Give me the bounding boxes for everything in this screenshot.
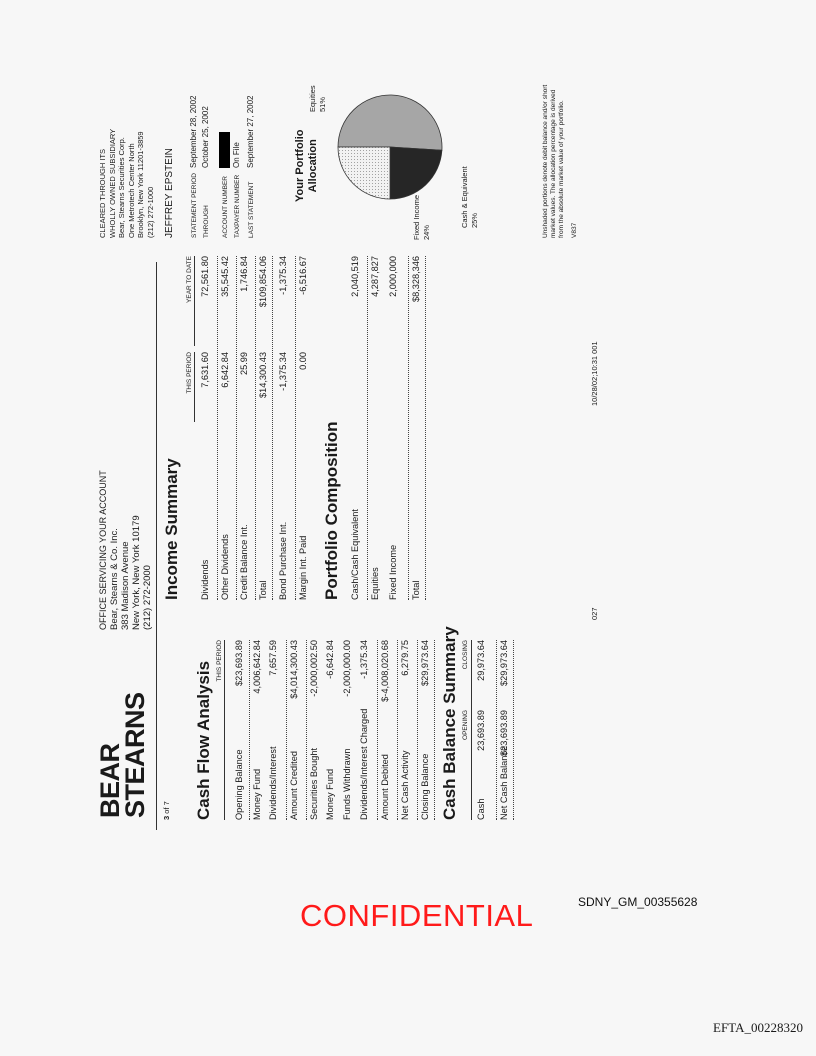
table-row: Dividends 7,631.60 72,561.80 <box>200 256 210 600</box>
pie-slice-fixed-income <box>390 147 442 199</box>
cash-flow-col-header: THIS PERIOD <box>216 640 225 820</box>
table-row: Margin Int. Paid 0.00 -6,516.67 <box>295 256 312 600</box>
table-row: Fixed Income 2,000,000 <box>388 256 398 600</box>
page-indicator: 3 of 7 <box>162 801 171 820</box>
statement-page <box>90 70 790 830</box>
statement-info: STATEMENT PERIODSeptember 28, 2002 THROUGHOctober 25, 2002 ACCOUNT NUMBER TAXPAYER NUMBEROn File LAST STATEMENTSeptember 27, 2002 <box>189 95 255 238</box>
income-section <box>162 256 308 600</box>
table-row: Securities Bought -2,000,002.50 <box>306 640 323 820</box>
header-rule <box>156 262 157 830</box>
footer-timestamp: 10/28/02;10:31 001 <box>590 341 599 406</box>
col-closing: CLOSING <box>462 640 469 670</box>
account-holder: JEFFREY EPSTEIN <box>164 148 175 238</box>
table-row: Net Cash Balance $23,693.89 $29,973.64 <box>496 640 514 820</box>
cash-flow-title: Cash Flow Analysis <box>194 660 213 820</box>
allocation-note: Unshaded portions denote debit balance and/or short market values. The allocation percentage is derived from the absolute market value of your portfolio. V837 <box>542 84 578 238</box>
table-row: Bond Purchase Int. -1,375.34 -1,375.34 <box>278 256 288 600</box>
table-row: Dividends/Interest Charged -1,375.34 <box>359 640 369 820</box>
table-row: Amount Debited $-4,008,020.68 <box>377 640 394 820</box>
table-row: Net Cash Activity 6,279.75 <box>397 640 414 820</box>
table-row: Total $14,300.43 $109,854.06 <box>255 256 273 600</box>
portfolio-title: Portfolio Composition <box>322 421 341 600</box>
col-year-to-date: YEAR TO DATE <box>186 256 195 346</box>
table-row: Money Fund -6,642.84 <box>325 640 335 820</box>
table-row: Opening Balance $23,693.89 <box>234 640 244 820</box>
pie-slice-cash <box>338 147 390 199</box>
table-row: Equities 4,287,827 <box>367 256 384 600</box>
table-row: Dividends/Interest 7,657.59 <box>268 640 278 820</box>
bear-stearns-logo: BEAR STEARNS <box>95 692 150 818</box>
pie-label-equities: Equities 51% <box>308 85 327 112</box>
portfolio-section <box>322 256 421 600</box>
bates-number: SDNY_GM_00355628 <box>578 895 698 909</box>
table-row: Closing Balance $29,973.64 <box>417 640 435 820</box>
allocation-section <box>290 72 530 242</box>
cash-balance-title: Cash Balance Summary <box>440 626 459 820</box>
allocation-title: Your Portfolio Allocation <box>294 129 319 202</box>
allocation-pie <box>320 82 460 242</box>
table-row: Other Dividends 6,642.84 35,545.42 <box>217 256 234 600</box>
office-address: OFFICE SERVICING YOUR ACCOUNT Bear, Stearns & Co. Inc. 383 Madison Avenue New York, New York 10179 (212) 272-2000 <box>98 470 153 630</box>
clearing-info: CLEARED THROUGH ITS WHOLLY OWNED SUBSIDIARY Bear, Stearns Securities Corp. One Metrotech Center North Brooklyn, New York 11201-3859 (212) 272-1000 <box>98 128 155 238</box>
table-row: Total $8,328,346 <box>408 256 426 600</box>
table-row: Money Fund 4,006,642.84 <box>249 640 266 820</box>
pie-slice-equities <box>338 95 442 150</box>
pie-label-fixed-income: Fixed Income 24% <box>412 194 431 240</box>
confidential-stamp: CONFIDENTIAL <box>300 898 534 933</box>
efta-number: EFTA_00228320 <box>713 1020 803 1035</box>
table-row: Amount Credited $4,014,300.43 <box>286 640 303 820</box>
cash-balance-section <box>440 626 509 820</box>
table-row: Cash/Cash Equivalent 2,040,519 <box>350 256 360 600</box>
col-this-period: THIS PERIOD <box>186 352 195 422</box>
account-redaction <box>219 132 230 168</box>
pie-label-cash: Cash & Equivalent 25% <box>460 166 479 228</box>
income-title: Income Summary <box>162 458 181 600</box>
table-row: Cash 23,693.89 29,973.64 <box>476 640 486 820</box>
table-row: Credit Balance Int. 25.99 1,746.84 <box>236 256 253 600</box>
col-opening: OPENING <box>462 710 469 740</box>
table-row: Funds Withdrawn -2,000,000.00 <box>342 640 352 820</box>
footer-page-code: 027 <box>590 607 599 620</box>
cash-flow-section <box>194 640 430 820</box>
